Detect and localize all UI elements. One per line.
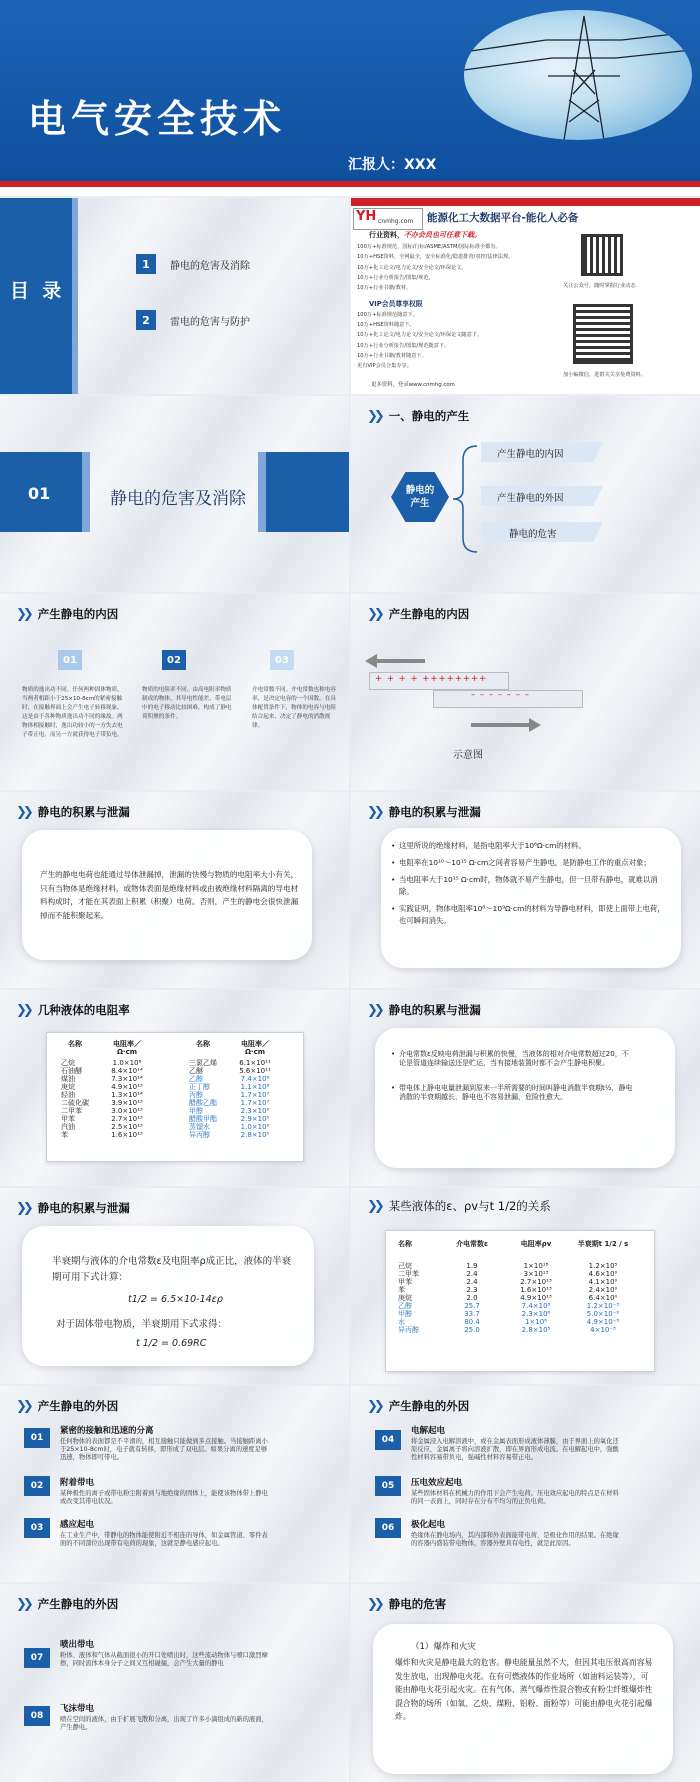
cause-badge-2: 02 (162, 650, 186, 670)
section-accent-right (258, 452, 266, 532)
table-cell: 4×10⁻³ (590, 1326, 616, 1334)
chevron-icon: ❯❯ (16, 1200, 30, 1216)
table-cell: 甲苯 (61, 1115, 75, 1123)
chevron-icon: ❯❯ (367, 1398, 381, 1414)
bullet-item: • 介电常数ε反映电荷泄漏与积累的快慢，当液体的相对介电常数超过20，不论是管道连续输送还是贮运，当有接地装置时都不会产生静电积聚。 (391, 1050, 635, 1068)
table-cell: 1×10¹⁸ (523, 1262, 549, 1270)
red-stripe (0, 181, 700, 187)
qr-code-2 (573, 304, 633, 364)
table-cell: 1.3×10¹⁴ (111, 1091, 143, 1099)
toc-item-2[interactable] (136, 310, 250, 330)
table-cell: 正丁醇 (189, 1083, 210, 1091)
table-row (186, 1067, 290, 1075)
slide-heading: ❯❯ 静电的积累与泄漏 (367, 1002, 481, 1018)
cause-text-3: 介电常数不同。介电常数也称电容率，是决定电容的一个因数。在具体配置条件下，物体的电容与电阻结合起来，决定了静电的消散规律。 (252, 687, 336, 729)
charge-diagram (365, 654, 565, 668)
table-cell: 三氯乙烯 (189, 1059, 217, 1067)
table-cell: 1.2×10⁻³ (586, 1302, 620, 1310)
toc-item-label: 静电的危害及消除 (170, 260, 250, 272)
table-cell: 1.0×10⁶ (240, 1123, 270, 1131)
table-row (58, 1123, 162, 1131)
outer-cause-item: 02 附着带电 某种极性的离子或带电粉尘附着到与地绝缘的固体上，能使该物体带上静电或改变其带电状况。 (24, 1476, 270, 1506)
chevron-icon: ❯❯ (367, 1198, 381, 1214)
table-cell: 4.6×10⁰ (588, 1270, 618, 1278)
table-row (395, 1326, 639, 1334)
table-cell: 2.0 (466, 1294, 478, 1302)
table-row (395, 1294, 639, 1302)
table-cell: 25.7 (464, 1302, 480, 1310)
relation-table: 名称 介电常数ε 电阻率ρv 半衰期t 1/2 / s 己烷 1.9 1×10¹⁸ 1.2×10⁵ 二甲苯 2.4 3×10¹³ 4.6×10⁰ 甲苯 2.4 2.7×10¹³ 4.1×10⁰ 苯 2.3 1.6×10¹³ 2.4×10⁰ 庚烷 2.0 4.9×10¹³ 6.4×10⁰ 乙醇 25.7 7.4×10⁸ 1.2×10⁻³ 甲醇 33.7 2.3×10⁶ 5.0×10⁻⁶ 水 80.4 1×10⁶ 4.9×10⁻⁸ 异丙醇 25.0 2.8×10⁵ 4×10⁻³ (395, 1240, 639, 1334)
table-cell: 己烷 (398, 1262, 412, 1270)
power-tower-icon (464, 10, 692, 140)
outer-cause-item: 04 电解起电 将金属浸入电解溶液中，或在金属表面形成液体薄膜，由于界面上的氧化还原反应，金属离子将向溶液扩散，即在界面形成电流。在电解起电中，强酸性材料容易带负电，强碱性材料容易带正电。 (375, 1424, 621, 1462)
overview-slide (351, 396, 700, 592)
chevron-icon: ❯❯ (16, 1398, 30, 1414)
more-link[interactable]: 更多资料，登录www.cnmhg.com (371, 382, 455, 388)
chevron-icon: ❯❯ (16, 804, 30, 820)
chevron-icon: ❯❯ (16, 1002, 30, 1018)
table-cell: 4.9×10¹³ (111, 1083, 143, 1091)
ad-top-bar (351, 198, 700, 206)
table-row (58, 1075, 162, 1083)
table-cell: 3.0×10¹³ (111, 1107, 143, 1115)
qr-code-1 (581, 234, 623, 276)
bullet-item: • 实践证明，物体电阻率10⁸～10⁹Ω·cm的材料为导静电材料，即使上面带上电荷，也可瞬间消失。 (391, 903, 671, 927)
toc-number: 1 (136, 254, 156, 274)
toc-label: 目 录 (10, 280, 62, 302)
table-cell: 2.4 (466, 1270, 478, 1278)
chevron-icon: ❯❯ (367, 606, 381, 622)
toc-number: 2 (136, 310, 156, 330)
table-row (58, 1067, 162, 1075)
table-cell: 丙醇 (189, 1091, 203, 1099)
center-label: 静电的 产生 (405, 485, 435, 509)
table-row (186, 1083, 290, 1091)
body-text: 产生的静电电荷也能通过导体泄漏掉，泄漏的快慢与物质的电阻率大小有关，只有当物体是绝缘材料，或物体表面是绝缘材料或由被绝缘材料隔离的导电材料构成时，才能在其表面上积累（积聚）电荷。否则，产生的静电会很快泄漏掉而不能积聚起来。 (40, 870, 299, 920)
section-box-right (266, 452, 349, 532)
table-cell: 7.4×10⁸ (521, 1302, 551, 1310)
vip-line: 10万+HSE资料随意下。 (357, 322, 415, 329)
vip-line: 10万+化工论文/电力论文/安全论文/环保论文随意下。 (357, 332, 483, 339)
table-cell: 2.8×10⁵ (240, 1131, 270, 1139)
bracket (451, 444, 481, 554)
positive-charges: + + + + ++++++++ (375, 674, 488, 684)
table-cell: 乙醇 (398, 1302, 412, 1310)
diagram-slide (351, 594, 700, 790)
slide-heading: ❯❯ 静电的危害 (367, 1596, 447, 1612)
table-cell: 6.1×10¹¹ (239, 1059, 271, 1067)
table-cell: 2.5×10¹³ (111, 1123, 143, 1131)
vip-line: 100万+标准规范随意下。 (357, 312, 418, 318)
table-cell: 1.0×10⁸ (112, 1059, 142, 1067)
table-row (186, 1131, 290, 1139)
inner-cause-slide (0, 594, 349, 790)
slide-heading: ❯❯ 产生静电的外因 (367, 1398, 470, 1414)
table-row (395, 1270, 639, 1278)
overview-item-label: 产生静电的内因 (497, 449, 564, 460)
resistivity-table-left: 名称 电阻率／ Ω·cm 乙烷 1.0×10⁸ 石油醚 8.4×10¹⁴ 煤油 7.3×10¹⁴ 庚烷 4.9×10¹³ 轻油 1.3×10¹⁴ 二硫化碳 3.9×10¹³ 二甲苯 3.0×10¹³ 甲苯 2.7×10¹³ 汽油 2.5×10¹³ 苯 1.6×10¹³ (58, 1040, 162, 1139)
hazard-subheading: （1）爆炸和火灾 (411, 1642, 476, 1652)
industry-heading: 行业资料，不办会员也可任意下载。 (369, 231, 481, 239)
slide-heading: ❯❯ 产生静电的内因 (16, 606, 119, 622)
table-cell: 1.2×10⁵ (588, 1262, 618, 1270)
bullet-item: • 当电阻率大于10¹⁵ Ω·cm时，物体就不易产生静电，但一旦带有静电，就难以消除。 (391, 874, 671, 898)
chevron-icon: ❯❯ (367, 408, 381, 424)
chevron-icon: ❯❯ (16, 606, 30, 622)
logo-domain: cnmhg.com (378, 218, 414, 225)
table-row (395, 1286, 639, 1294)
outer-cause-item: 07 喷出带电 粉体、液体和气体从截面很小的开口处喷出时，这些流动物体与喷口激烈摩擦，同时流体本身分子之间又互相碰撞，会产生大量的静电 (24, 1638, 270, 1668)
dielectric-slide (351, 990, 700, 1186)
table-cell: 2.4 (466, 1278, 478, 1286)
table-cell: 8.4×10¹⁴ (111, 1067, 143, 1075)
table-cell: 甲醇 (398, 1310, 412, 1318)
hazard-slide (351, 1584, 700, 1782)
table-cell: 2.4×10⁰ (588, 1286, 618, 1294)
slide-heading: ❯❯ 静电的积累与泄漏 (16, 1200, 130, 1216)
outer-cause-item: 08 飞沫带电 喷在空间的液体，由于扩展飞散和分离，出现了许多小滴组成的新的液面，产生静电。 (24, 1702, 270, 1732)
table-cell: 2.7×10¹³ (520, 1278, 552, 1286)
logo-mark: YH (356, 209, 377, 224)
table-cell: 4.9×10⁻⁸ (586, 1318, 620, 1326)
bullet-item: • 电阻率在10¹⁰～10¹⁵ Ω·cm之间者容易产生静电，是防静电工作的重点对象； (391, 857, 671, 869)
vip-line: 10万+行业书籍/教材随意下。 (357, 352, 427, 359)
table-cell: 苯 (61, 1131, 68, 1139)
overview-item-label: 静电的危害 (509, 529, 557, 540)
table-cell: 2.3×10⁶ (240, 1107, 270, 1115)
table-cell: 33.7 (464, 1310, 480, 1318)
table-cell: 蒸馏水 (189, 1123, 210, 1131)
table-cell: 甲苯 (398, 1278, 412, 1286)
diagram-caption: 示意图 (453, 750, 483, 761)
qr1-caption: 关注公众号，随时掌握行业动态 (563, 283, 636, 289)
slide-heading: ❯❯ 静电的积累与泄漏 (367, 804, 481, 820)
outer-cause-item: 06 极化起电 绝缘体在静电场内，其内部和外表面能带电荷，是极化作用的结果。在绝缘的容器内盛装带电物体，容器外壁具有电性，就是此原因。 (375, 1518, 621, 1548)
outer-cause-slide-1 (0, 1386, 349, 1582)
table-row (186, 1059, 290, 1067)
cause-badge-1: 01 (58, 650, 82, 670)
presentation-title: 电气安全技术 (28, 97, 287, 141)
cause-text-2: 物质的电阻率不同。由高电阻率物质制成的物体，其导电性能差，带电层中的电子移动比较困难，构成了静电荷积聚的条件。 (142, 687, 232, 720)
table-cell: 庚烷 (398, 1294, 412, 1302)
table-cell: 2.8×10⁵ (521, 1326, 551, 1334)
bullet-list (391, 1050, 635, 1107)
logo (353, 208, 423, 230)
section-number: 01 (28, 484, 51, 503)
formula-solid: t 1/2 = 0.69RC (136, 1338, 207, 1349)
tower-photo (464, 10, 692, 140)
toc-item-1[interactable] (136, 254, 250, 274)
industry-line: 10万+化工论文/电力论文/安全论文/环保论文。 (357, 264, 467, 271)
table-cell: 6.4×10⁰ (588, 1294, 618, 1302)
table-row (58, 1059, 162, 1067)
table-row (58, 1115, 162, 1123)
table-cell: 7.4×10⁸ (240, 1075, 270, 1083)
chevron-icon: ❯❯ (16, 1596, 30, 1612)
industry-line: 10万+行业书籍/教材。 (357, 285, 412, 292)
slide-heading: ❯❯ 一、静电的产生 (367, 408, 470, 424)
outer-cause-item: 01 紧密的接触和迅速的分离 任何物体的表面都是不平滑的，相互接触只能做到多点接触。当接触距离小于25×10-8cm时，电子就有转移，即形成了双电层。如果分离的速度足够迅速，物体即可带电。 (24, 1424, 270, 1462)
table-cell: 1.7×10⁷ (240, 1091, 270, 1099)
table-cell: 2.7×10¹³ (111, 1115, 143, 1123)
cause-badge-3: 03 (270, 650, 294, 670)
table-cell: 石油醚 (61, 1067, 82, 1075)
negative-charges: – – – – – – – (471, 690, 530, 700)
table-cell: 25.0 (464, 1326, 480, 1334)
table-row (395, 1318, 639, 1326)
arrow-right-icon (471, 718, 541, 732)
table-cell: 3.9×10¹³ (111, 1099, 143, 1107)
table-row (58, 1083, 162, 1091)
table-row (186, 1107, 290, 1115)
table-row (186, 1091, 290, 1099)
hazard-text: 爆炸和火灾是静电最大的危害。静电能量虽然不大，但因其电压很高而容易发生放电，出现静电火花。在有可燃液体的作业场所（如油料运装等），可能由静电火花引起火灾。在有气体、蒸气爆炸性混合物或有粉尘纤维爆炸性混合物的场所（如氧、乙炔、煤粉、铝粉、面粉等）可能由静电火花引起爆炸。 (395, 1658, 653, 1721)
table-cell: 5.6×10¹¹ (239, 1067, 271, 1075)
table-cell: 2.3×10⁶ (521, 1310, 551, 1318)
table-cell: 二甲苯 (398, 1270, 419, 1278)
table-row (395, 1302, 639, 1310)
table-cell: 1.1×10⁸ (240, 1083, 270, 1091)
industry-list (357, 242, 557, 293)
toc-item-label: 雷电的危害与防护 (170, 316, 250, 328)
table-row (58, 1091, 162, 1099)
slide-heading: ❯❯ 产生静电的内因 (367, 606, 470, 622)
section-accent-left (82, 452, 90, 532)
table-row (186, 1075, 290, 1083)
table-cell: 乙醚 (189, 1067, 203, 1075)
table-cell: 4.1×10⁰ (588, 1278, 618, 1286)
vip-line: 更有VIP会员合集专享。 (357, 363, 412, 370)
table-row (186, 1123, 290, 1131)
accumulation-slide-2 (351, 792, 700, 988)
table-row (395, 1310, 639, 1318)
bullet-item: • 这里所说的绝缘材料，是指电阻率大于10⁶Ω·cm的材料。 (391, 840, 671, 852)
outer-cause-item: 03 感应起电 在工业生产中，带静电的物体能使附近不相连的导体，如金属管道、零件表面的不同部位出现带有电荷的现象，这就是静电感应起电。 (24, 1518, 270, 1548)
table-cell: 轻油 (61, 1091, 75, 1099)
table-cell: 2.3 (466, 1286, 478, 1294)
chevron-icon: ❯❯ (367, 1002, 381, 1018)
table-cell: 醋酸乙酯 (189, 1099, 217, 1107)
toc-accent (72, 198, 78, 394)
table-cell: 二硫化碳 (61, 1099, 89, 1107)
title-slide (0, 0, 700, 196)
table-cell: 乙烷 (61, 1059, 75, 1067)
half-life-solid-text: 对于固体带电物质，半衰期用下式求得： (56, 1319, 228, 1330)
table-cell: 煤油 (61, 1075, 75, 1083)
table-row (395, 1262, 639, 1270)
table-cell: 汽油 (61, 1123, 75, 1131)
outer-cause-item: 05 压电效应起电 某些固体材料在机械力的作用下会产生电荷。压电效应起电的特点是在材料的同一表面上，同时存在分布不均匀的正负电荷。 (375, 1476, 621, 1506)
ad-slide (351, 198, 700, 394)
table-cell: 4.9×10¹³ (520, 1294, 552, 1302)
table-row (58, 1099, 162, 1107)
table-row (186, 1099, 290, 1107)
table-row (58, 1107, 162, 1115)
slide-heading: ❯❯ 几种液体的电阻率 (16, 1002, 130, 1018)
resistivity-table-right: 名称 电阻率／ Ω·cm 三氯乙烯 6.1×10¹¹ 乙醚 5.6×10¹¹ 乙醇 7.4×10⁸ 正丁醇 1.1×10⁸ 丙醇 1.7×10⁷ 醋酸乙酯 1.7×10⁷ 甲醇 2.3×10⁶ 醋酸甲酯 2.9×10⁵ 蒸馏水 1.0×10⁶ 异丙醇 2.8×10⁵ (186, 1040, 290, 1139)
resistivity-slide (0, 990, 349, 1186)
table-cell: 7.3×10¹⁴ (111, 1075, 143, 1083)
table-cell: 3×10¹³ (523, 1270, 549, 1278)
outer-cause-slide-3 (0, 1584, 349, 1782)
table-cell: 水 (398, 1318, 405, 1326)
table-cell: 二甲苯 (61, 1107, 82, 1115)
table-cell: 80.4 (464, 1318, 480, 1326)
table-cell: 1.9 (466, 1262, 478, 1270)
chevron-icon: ❯❯ (367, 804, 381, 820)
table-cell: 2.9×10⁵ (240, 1115, 270, 1123)
table-cell: 苯 (398, 1286, 405, 1294)
formula-liquid: t1/2 = 6.5×10-14ερ (128, 1294, 223, 1305)
vip-line: 10万+行业分析报告/图集/规范随意下。 (357, 342, 450, 349)
reporter-label: 汇报人：XXX (348, 157, 437, 173)
qr2-caption: 加小编微信，进群关关享免费资料。 (563, 372, 647, 378)
industry-line: 10万+行业分析报告/图集/规范。 (357, 274, 434, 281)
industry-line: 100万+标准规范、国标/行标/ASME/ASTM/国际标准全都有。 (357, 244, 501, 250)
table-cell: 异丙醇 (398, 1326, 419, 1334)
industry-line: 10万+HSE资料，全网最全，安全标准化/隐患排查/双控/法律法规。 (357, 254, 514, 261)
table-cell: 庚烷 (61, 1083, 75, 1091)
chevron-icon: ❯❯ (367, 1596, 381, 1612)
relation-slide (351, 1188, 700, 1384)
table-cell: 甲醇 (189, 1107, 203, 1115)
table-row (58, 1131, 162, 1139)
slide-heading: ❯❯ 静电的积累与泄漏 (16, 804, 130, 820)
half-life-slide (0, 1188, 349, 1384)
toc-slide (0, 198, 349, 394)
slide-heading: ❯❯ 产生静电的外因 (16, 1398, 119, 1414)
bullet-item: • 带电体上静电电量泄漏到原来一半所需要的时间叫静电消散半衰期t½，静电消散的半衰期越长，静电也不容易泄漏，危险性愈大。 (391, 1084, 635, 1102)
table-row (186, 1115, 290, 1123)
half-life-text: 半衰期与液体的介电常数ε及电阻率ρ成正比，液体的半衰期可用下式计算： (52, 1256, 292, 1283)
table-cell: 1.6×10¹³ (520, 1286, 552, 1294)
overview-item-label: 产生静电的外因 (497, 493, 564, 504)
slide-heading: ❯❯ 某些液体的ε、ρv与t 1/2的关系 (367, 1198, 551, 1214)
table-row (395, 1278, 639, 1286)
platform-title: 能源化工大数据平台-能化人必备 (427, 212, 579, 224)
table-cell: 1.6×10¹³ (111, 1131, 143, 1139)
table-cell: 醋酸甲酯 (189, 1115, 217, 1123)
table-cell: 5.0×10⁻⁶ (586, 1310, 620, 1318)
table-cell: 1×10⁶ (524, 1318, 548, 1326)
accumulation-slide-1 (0, 792, 349, 988)
table-cell: 乙醇 (189, 1075, 203, 1083)
section-title: 静电的危害及消除 (110, 489, 246, 509)
outer-cause-slide-2 (351, 1386, 700, 1582)
section-slide (0, 396, 349, 592)
cause-text-1: 物质的逸出功不同。任何两种固体物质，当两者相距小于25×10-8cm的紧密接触时，在接触界面上会产生电子转移现象，这是由于各种物质逸出功不同的缘故。两物体相接触时，逸出功较小的一方失去电子带正电，而另一方就获得电子带负电。 (22, 687, 123, 738)
table-cell: 1.7×10⁷ (240, 1099, 270, 1107)
vip-heading: VIP会员尊享权限 (369, 300, 423, 308)
table-cell: 异丙醇 (189, 1131, 210, 1139)
vip-list (357, 310, 557, 371)
bullet-list (391, 840, 671, 932)
slide-heading: ❯❯ 产生静电的外因 (16, 1596, 119, 1612)
